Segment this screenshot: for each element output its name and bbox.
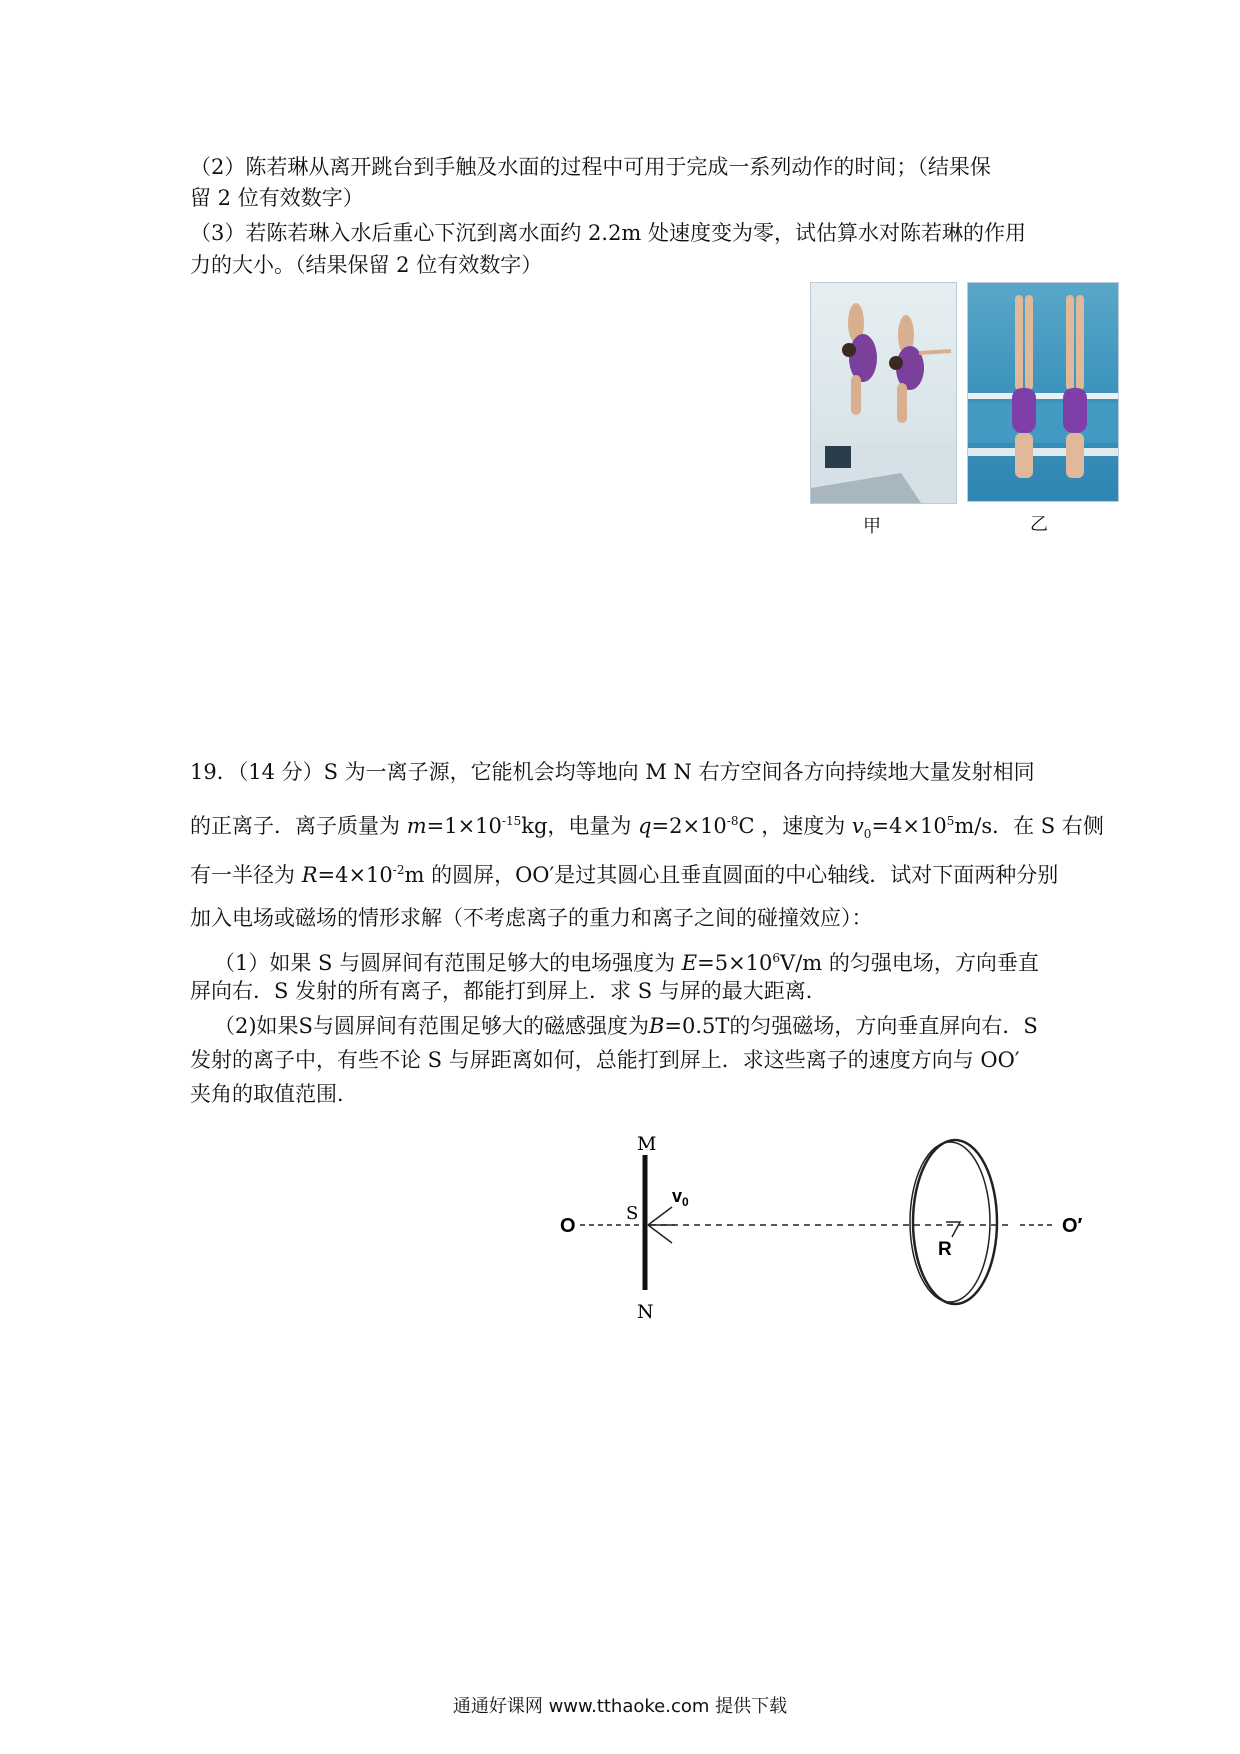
q19-line3: 有一半径为 $R=4\times 10^{-2}m$ 的圆屏，OO′是过其圆心且垂直圆面的中心轴线．试对下面两种分别 xyxy=(190,863,1059,887)
ion-source-diagram xyxy=(540,1125,1140,1320)
q18-part2-line2: 留 2 位有效数字） xyxy=(190,186,364,210)
q19-part2-line3: 夹角的取值范围． xyxy=(190,1082,358,1106)
q19-line4: 加入电场或磁场的情形求解（不考虑离子的重力和离子之间的碰撞效应）： xyxy=(190,906,873,930)
q19-line1: 19．（14 分）S 为一离子源，它能机会均等地向 M N 右方空间各方向持续地大量发射相同 xyxy=(190,760,1035,784)
label-m: M xyxy=(637,1133,657,1155)
q19-line2: 的正离子．离子质量为 $m=1\times 10^{-15}kg$，电量为 $q=2\times 10^{-8}C$ ，速度为 $v_0=4\times 10^5m/s$．在 S 右侧 xyxy=(190,814,1104,842)
diver-photo-b xyxy=(967,282,1119,502)
q19-part2-line2: 发射的离子中，有些不论 S 与屏距离如何，总能打到屏上．求这些离子的速度方向与 OO′ xyxy=(190,1048,1020,1072)
q19-part2-line1: （2)如果S与圆屏间有范围足够大的磁感强度为B=0.5T的匀强磁场，方向垂直屏向右．S xyxy=(214,1014,1038,1038)
page-footer: 通通好课网 www.tthaoke.com 提供下载 xyxy=(452,1696,788,1717)
q19-part1-line2: 屏向右．S 发射的所有离子，都能打到屏上．求 S 与屏的最大距离． xyxy=(190,979,827,1003)
photo-a-caption: 甲 xyxy=(863,516,881,537)
label-n: N xyxy=(637,1301,654,1320)
q18-part3-line2: 力的大小。（结果保留 2 位有效数字） xyxy=(190,253,543,277)
photo-b-caption: 乙 xyxy=(1030,514,1048,535)
label-o: O xyxy=(560,1215,576,1237)
emission-ray-up xyxy=(648,1207,672,1225)
label-r: R xyxy=(938,1239,952,1260)
label-o-prime: O′ xyxy=(1062,1215,1083,1237)
q19-part1-line1: （1）如果 S 与圆屏间有范围足够大的电场强度为 $E=5\times 10^6V/m$ 的匀强电场，方向垂直 xyxy=(214,951,1039,975)
q18-part2-line1: （2）陈若琳从离开跳台到手触及水面的过程中可用于完成一系列动作的时间；（结果保 xyxy=(190,155,991,179)
diver-photo-a xyxy=(810,282,957,504)
q18-part3-line1: （3）若陈若琳入水后重心下沉到离水面约 2.2m 处速度变为零，试估算水对陈若琳的作用 xyxy=(190,221,1027,245)
emission-ray-down xyxy=(648,1225,672,1243)
label-v0: $v_0$ xyxy=(672,1186,689,1209)
label-s: S xyxy=(626,1203,639,1224)
